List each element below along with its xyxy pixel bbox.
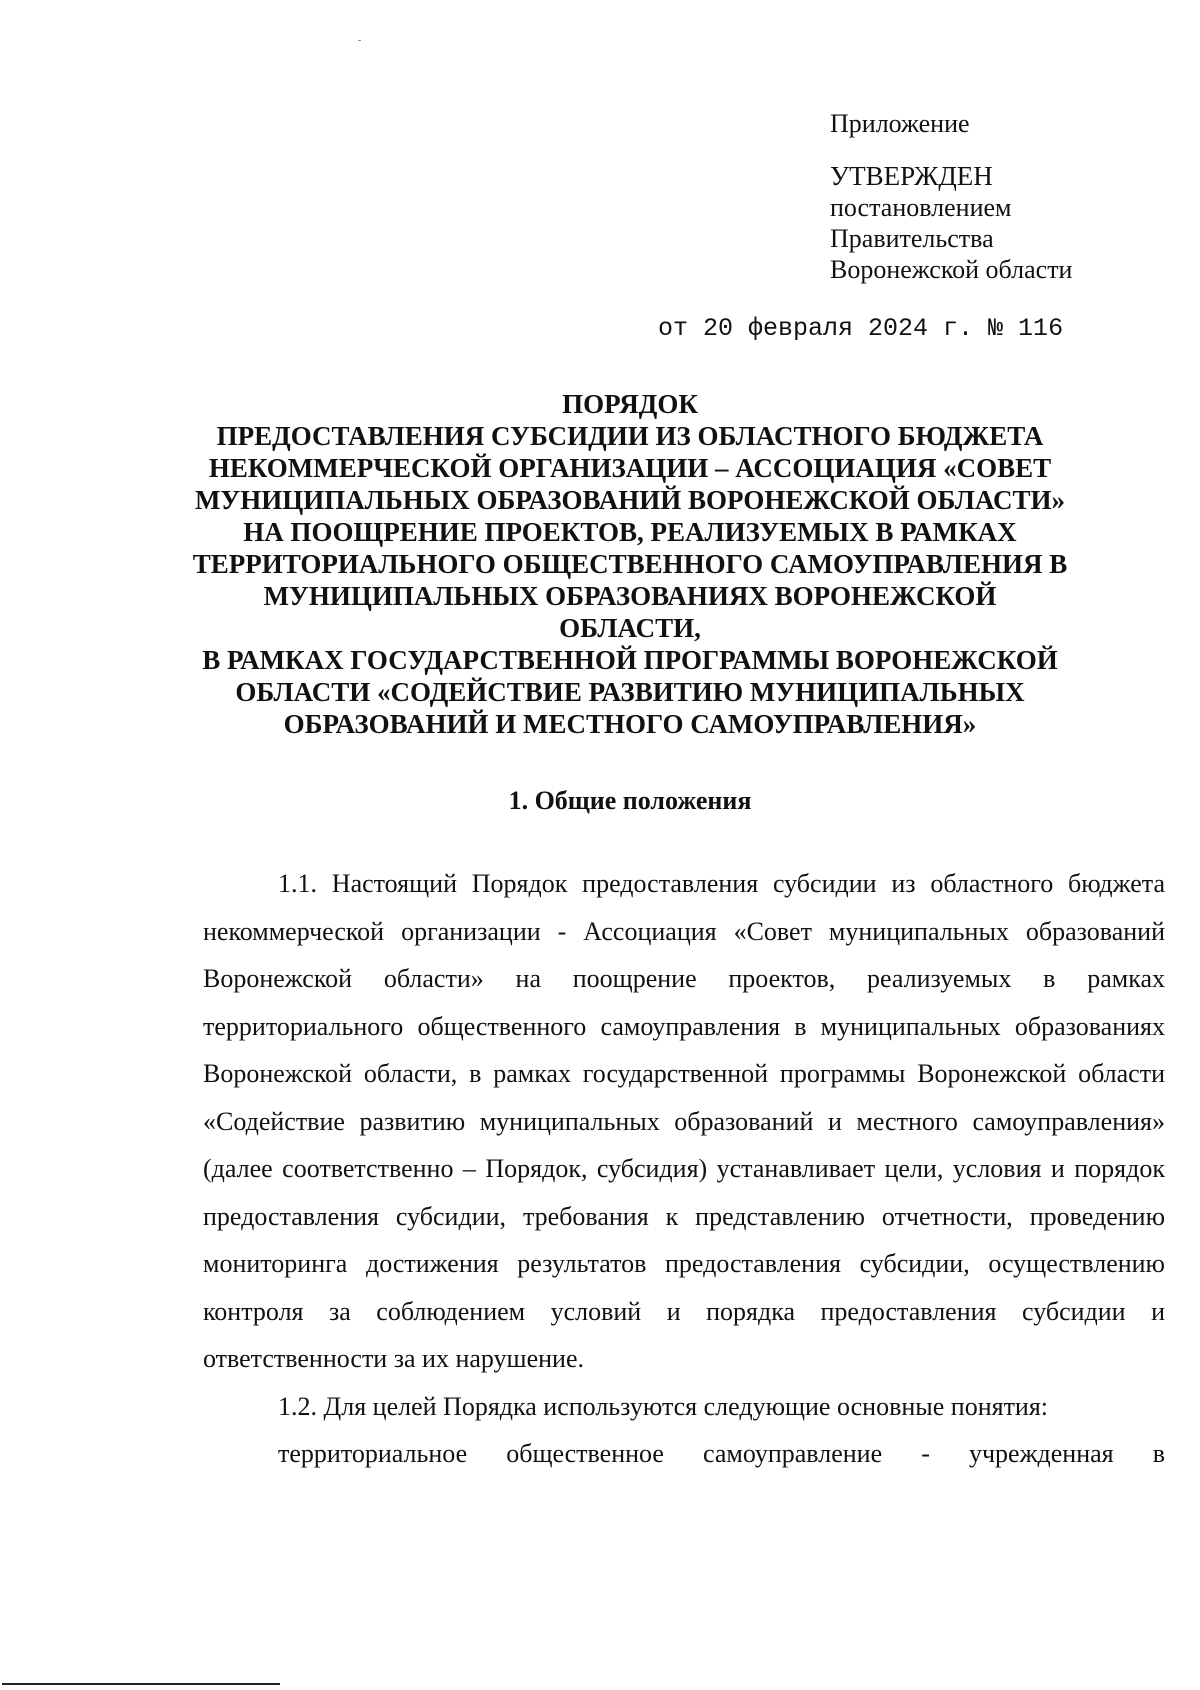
title-head: ПОРЯДОК <box>562 389 698 419</box>
approval-line-2: Правительства <box>830 224 994 253</box>
title-line-4: НА ПООЩРЕНИЕ ПРОЕКТОВ, РЕАЛИЗУЕМЫХ В РАМКАХ <box>243 517 1017 547</box>
document-title <box>190 388 1070 740</box>
approved-label: УТВЕРЖДЕН <box>830 161 993 191</box>
title-line-7: В РАМКАХ ГОСУДАРСТВЕННОЙ ПРОГРАММЫ ВОРОНЕЖСКОЙ <box>202 645 1058 675</box>
paragraph-1-2: 1.2. Для целей Порядка используются следующие основные понятия: <box>278 1391 1049 1421</box>
scan-artifact <box>358 40 361 41</box>
approval-line-3: Воронежской области <box>830 255 1073 284</box>
section-heading: 1. Общие положения <box>508 786 752 815</box>
paragraph-definition: территориальное общественное самоуправление - учрежденная в <box>278 1439 1165 1468</box>
page-bottom-rule <box>2 1683 280 1685</box>
body-text <box>203 860 1165 1478</box>
appendix-label: Приложение <box>830 109 970 138</box>
paragraph-1-1: 1.1. Настоящий Порядок предоставления субсидии из областного бюджета некоммерческой организации - Ассоциация «Совет муниципальных образований Воронежской области» на поощрение проектов, реализуемых в рамках территориального общественного самоуправления в муниципальных образованиях Воронежской области, в рамках государственной программы Воронежской области «Содействие развитию муниципальных образований и местного самоуправления» (далее соответственно – Порядок, субсидия) устанавливает цели, условия и порядок предоставления субсидии, требования к представлению отчетности, проведению мониторинга достижения результатов предоставления субсидии, осуществлению контроля за соблюдением условий и порядка предоставления субсидии и ответственности за их нарушение. <box>203 869 1165 1373</box>
title-line-5: ТЕРРИТОРИАЛЬНОГО ОБЩЕСТВЕННОГО САМОУПРАВЛЕНИЯ В <box>192 549 1068 579</box>
title-line-1: ПРЕДОСТАВЛЕНИЯ СУБСИДИИ ИЗ ОБЛАСТНОГО БЮДЖЕТА <box>216 421 1044 451</box>
order-date-number: от 20 февраля 2024 г. № 116 <box>658 314 1064 343</box>
title-line-9: ОБРАЗОВАНИЙ И МЕСТНОГО САМОУПРАВЛЕНИЯ» <box>283 709 977 739</box>
title-line-8: ОБЛАСТИ «СОДЕЙСТВИЕ РАЗВИТИЮ МУНИЦИПАЛЬНЫХ <box>235 677 1025 707</box>
title-line-3: МУНИЦИПАЛЬНЫХ ОБРАЗОВАНИЙ ВОРОНЕЖСКОЙ ОБЛАСТИ» <box>194 485 1066 515</box>
approval-line-1: постановлением <box>830 193 1012 222</box>
approval-block <box>830 108 1072 285</box>
title-line-6: МУНИЦИПАЛЬНЫХ ОБРАЗОВАНИЯХ ВОРОНЕЖСКОЙ ОБЛАСТИ, <box>263 581 997 643</box>
title-line-2: НЕКОММЕРЧЕСКОЙ ОРГАНИЗАЦИИ – АССОЦИАЦИЯ «СОВЕТ <box>208 453 1052 483</box>
